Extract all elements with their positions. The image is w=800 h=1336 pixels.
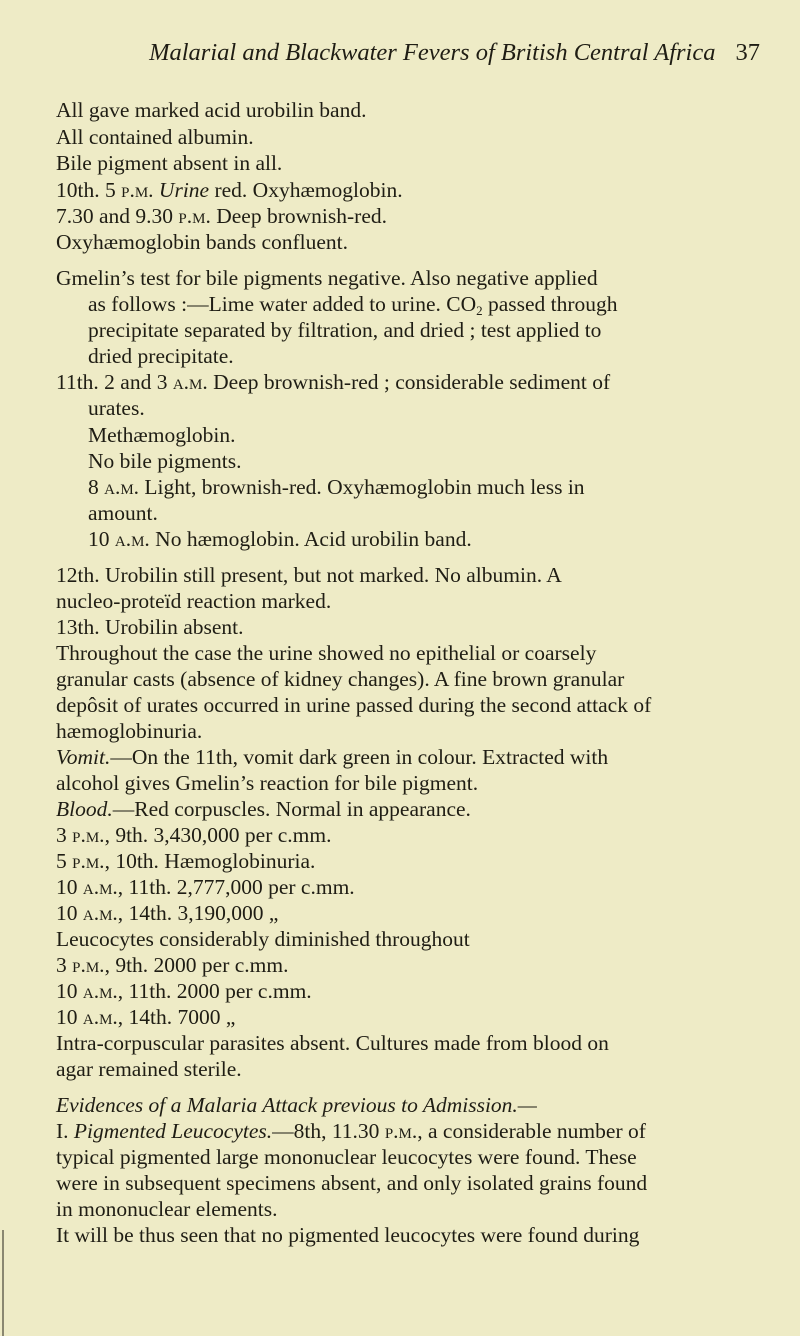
time-abbrev: a.m. xyxy=(82,901,118,925)
text-run: Deep brownish-red ; considerable sediment of xyxy=(207,370,611,394)
text-line: in mononuclear elements. xyxy=(56,1197,278,1221)
text-line: No bile pigments. xyxy=(88,449,242,473)
italic-run: Pigmented Leucocytes. xyxy=(73,1119,273,1143)
time-abbrev: a.m. xyxy=(104,475,140,499)
text-line xyxy=(56,952,288,978)
text-run: , a considerable number of xyxy=(417,1119,646,1143)
text-line: Intra-corpuscular parasites absent. Cultures made from blood on xyxy=(56,1031,609,1055)
text-run: red. Oxyhæmoglobin. xyxy=(209,178,403,202)
time-abbrev: a.m. xyxy=(82,1005,118,1029)
text-run: 3 xyxy=(56,823,73,847)
time-abbrev: p.m. xyxy=(72,823,105,847)
text-line xyxy=(56,822,331,848)
text-run: 10 xyxy=(56,1005,83,1029)
text-run: , 9th. 3,430,000 per c.mm. xyxy=(104,823,332,847)
text-line: It will be thus seen that no pigmented leucocytes were found during xyxy=(56,1223,640,1247)
text-run: Light, brownish-red. Oxyhæmoglobin much less in xyxy=(139,475,585,499)
text-line: Throughout the case the urine showed no epithelial or coarsely xyxy=(56,641,597,665)
text-run: 8 xyxy=(88,475,105,499)
subscript: 2 xyxy=(476,303,483,318)
text-run: , 9th. 2000 per c.mm. xyxy=(104,953,289,977)
text-line: alcohol gives Gmelin’s reaction for bile pigment. xyxy=(56,771,479,795)
time-abbrev: a.m. xyxy=(172,370,208,394)
text-line: 13th. Urobilin absent. xyxy=(56,615,244,639)
text-line: dried precipitate. xyxy=(88,344,234,368)
text-run: passed through xyxy=(482,292,618,316)
italic-run: Vomit. xyxy=(56,745,111,769)
text-line xyxy=(56,900,278,926)
text-line: amount. xyxy=(88,501,158,525)
italic-run: Evidences of a Malaria Attack previous to Admission.— xyxy=(56,1093,537,1117)
time-abbrev: p.m. xyxy=(72,849,105,873)
text-line xyxy=(88,526,472,552)
text-line xyxy=(56,744,608,770)
text-run: 11th. 2 and 3 xyxy=(56,370,173,394)
time-abbrev: a.m. xyxy=(114,527,150,551)
text-line: Methæmoglobin. xyxy=(88,423,236,447)
text-run: 10 xyxy=(88,527,115,551)
text-line: Bile pigment absent in all. xyxy=(56,151,283,175)
page-number: 37 xyxy=(735,39,760,66)
time-abbrev: a.m. xyxy=(82,979,118,1003)
text-line xyxy=(56,203,387,229)
text-line: nucleo-proteïd reaction marked. xyxy=(56,589,332,613)
text-line: typical pigmented large mononuclear leucocytes were found. These xyxy=(56,1145,637,1169)
text-line: Leucocytes considerably diminished throughout xyxy=(56,927,470,951)
text-line: urates. xyxy=(88,396,145,420)
italic-run: Blood. xyxy=(56,797,113,821)
text-run: , 11th. 2000 per c.mm. xyxy=(117,979,312,1003)
text-line: were in subsequent specimens absent, and only isolated grains found xyxy=(56,1171,648,1195)
text-line: granular casts (absence of kidney changes). A fine brown granular xyxy=(56,667,625,691)
time-abbrev: p.m. xyxy=(121,178,154,202)
text-run: 10th. 5 xyxy=(56,178,122,202)
text-line xyxy=(56,1004,235,1030)
text-line: hæmoglobinuria. xyxy=(56,719,203,743)
text-run: 10 xyxy=(56,901,83,925)
text-line: as follows :—Lime water added to urine. $CO_2$ passed through xyxy=(88,292,618,318)
running-header xyxy=(60,38,760,68)
text-line xyxy=(56,848,315,874)
text-run: 7.30 and 9.30 xyxy=(56,204,179,228)
italic-run: Urine xyxy=(158,178,210,202)
text-run: , 14th. 7000 „ xyxy=(117,1005,236,1029)
text-run: , 10th. Hæmoglobinuria. xyxy=(104,849,316,873)
time-abbrev: p.m. xyxy=(384,1119,418,1143)
text-run: —8th, 11.30 xyxy=(272,1119,385,1143)
scan-edge-mark xyxy=(2,1230,4,1336)
text-line xyxy=(56,1118,646,1144)
text-line: All gave marked acid urobilin band. xyxy=(56,98,367,122)
text-line xyxy=(56,177,403,203)
text-line xyxy=(56,796,471,822)
text-line xyxy=(56,874,355,900)
text-run: Deep brownish-red. xyxy=(210,204,387,228)
text-line xyxy=(56,369,610,395)
time-abbrev: p.m. xyxy=(178,204,211,228)
text-run: No hæmoglobin. Acid urobilin band. xyxy=(149,527,472,551)
text-line: 12th. Urobilin still present, but not marked. No albumin. A xyxy=(56,563,562,587)
text-line: Gmelin’s test for bile pigments negative. Also negative applied xyxy=(56,266,598,290)
text-run: I. xyxy=(56,1119,74,1143)
time-abbrev: a.m. xyxy=(82,875,118,899)
text-line: agar remained sterile. xyxy=(56,1057,242,1081)
header-title: Malarial and Blackwater Fevers of British Central Africa xyxy=(149,39,716,66)
text-run: 10 xyxy=(56,979,83,1003)
time-abbrev: p.m. xyxy=(72,953,105,977)
text-line: precipitate separated by filtration, and dried ; test applied to xyxy=(88,318,602,342)
text-run: —On the 11th, vomit dark green in colour. Extracted with xyxy=(110,745,609,769)
text-run: , 14th. 3,190,000 „ xyxy=(117,901,279,925)
text-run: —Red corpuscles. Normal in appearance. xyxy=(112,797,471,821)
text-run: 10 xyxy=(56,875,83,899)
text-line xyxy=(56,978,312,1004)
text-line xyxy=(56,1092,537,1118)
text-run: 5 xyxy=(56,849,73,873)
text-line xyxy=(88,474,585,500)
text-line: depôsit of urates occurred in urine passed during the second attack of xyxy=(56,693,652,717)
text-run: , 11th. 2,777,000 per c.mm. xyxy=(117,875,355,899)
text-line: All contained albumin. xyxy=(56,125,254,149)
text-line: Oxyhæmoglobin bands confluent. xyxy=(56,230,349,254)
text-run: 3 xyxy=(56,953,73,977)
